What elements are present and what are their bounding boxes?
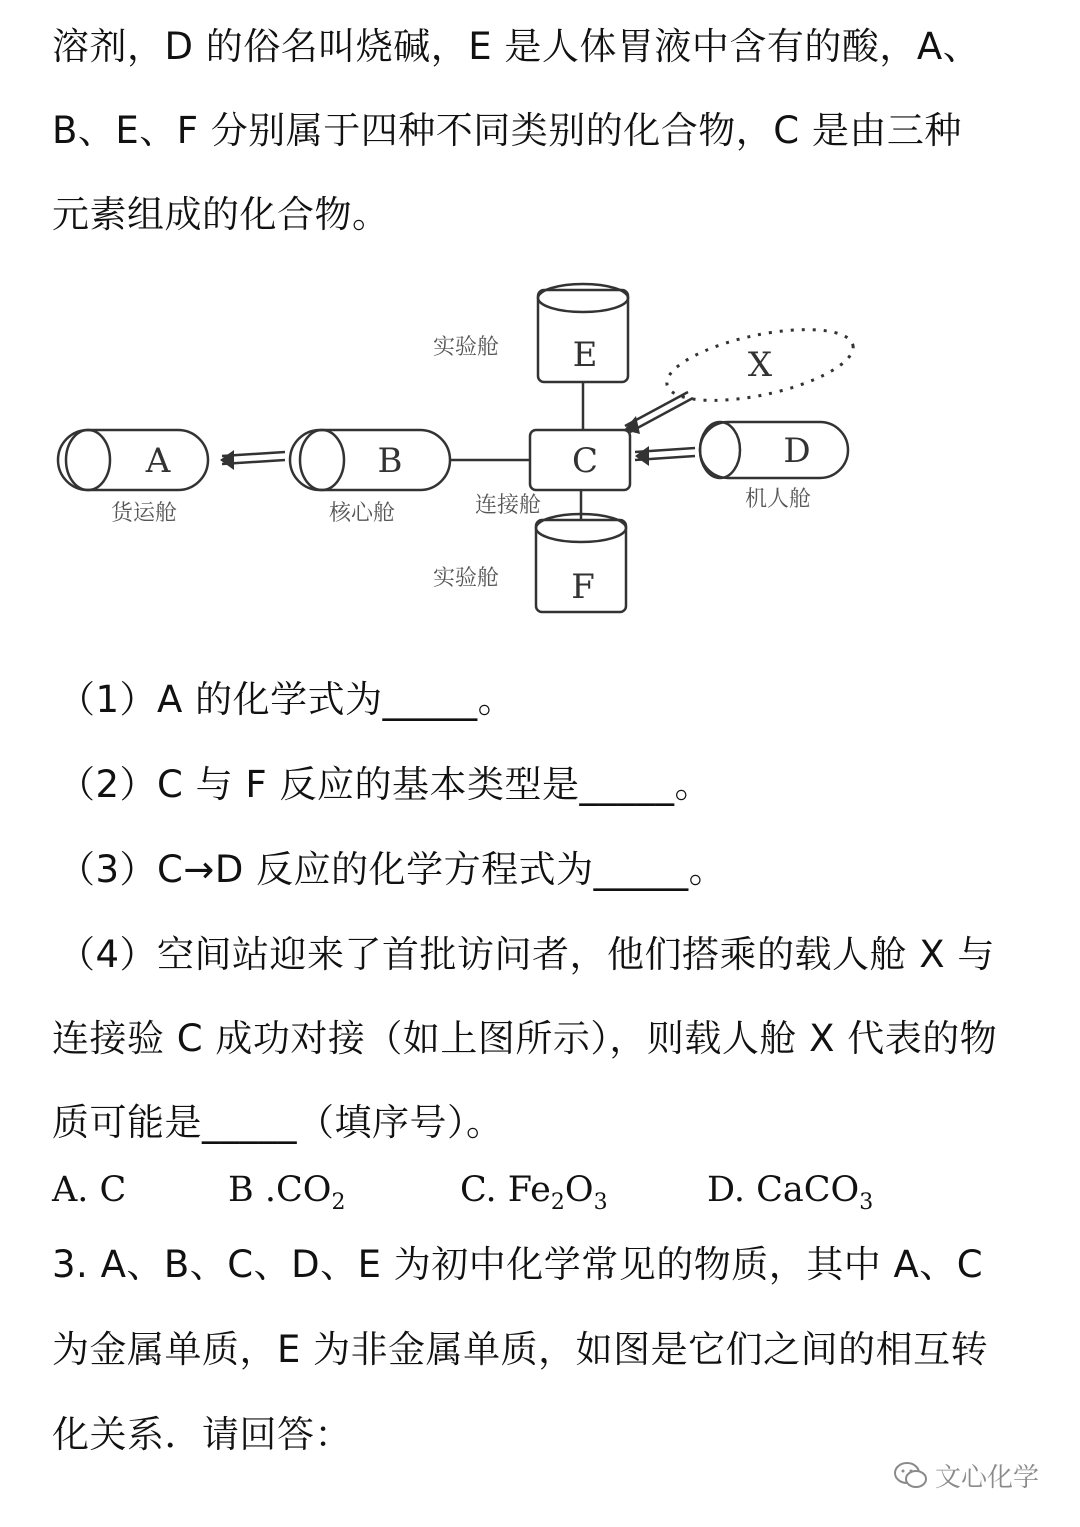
cabin-a-body <box>58 430 208 490</box>
option-d: D. CaCO$_3$ <box>707 1170 874 1215</box>
cabin-d-end <box>700 422 740 478</box>
intro-line-3: 元素组成的化合物。 <box>52 193 390 236</box>
problem-3-line-3: 化关系．请回答： <box>52 1413 352 1456</box>
option-c: C. $Fe_2O_3$ <box>460 1170 608 1215</box>
cabin-e-top <box>538 284 628 312</box>
label-core-cabin: 核心舱 <box>328 501 396 526</box>
node-f: F <box>571 567 595 607</box>
cabin-a-end <box>66 430 110 490</box>
label-d-cabin: 机人舱 <box>744 487 812 512</box>
option-b: B $.CO_2$ <box>228 1170 346 1215</box>
node-e: E <box>572 335 598 375</box>
watermark-text: 文心化学 <box>935 1463 1040 1493</box>
question-4-line-2: 连接验 C 成功对接（如上图所示），则载人舱 X 代表的物 <box>52 1017 998 1060</box>
node-d: D <box>783 431 811 471</box>
wechat-icon <box>893 1461 929 1491</box>
option-a: A. C <box>52 1170 127 1210</box>
intro-line-2: B、E、F 分别属于四种不同类别的化合物，C 是由三种 <box>52 109 962 152</box>
label-lab-cabin-f: 实验舱 <box>432 566 500 591</box>
node-c: C <box>571 441 599 481</box>
watermark <box>893 1457 1039 1494</box>
label-connect-cabin: 连接舱 <box>474 493 542 518</box>
intro-line-1: 溶剂，D 的俗名叫烧碱，E 是人体胃液中含有的酸，A、 <box>52 25 981 68</box>
problem-3-line-1: 3. A、B、C、D、E 为初中化学常见的物质，其中 A、C <box>52 1243 984 1286</box>
problem-3-line-2: 为金属单质，E 为非金属单质，如图是它们之间的相互转 <box>52 1328 989 1371</box>
label-lab-cabin-e: 实验舱 <box>432 335 500 360</box>
space-station-diagram <box>40 280 860 620</box>
cabin-d-body <box>700 422 848 478</box>
question-2: （2）C 与 F 反应的基本类型是_____。 <box>58 763 712 806</box>
node-b: B <box>377 441 403 481</box>
cabin-b-body <box>290 430 450 490</box>
cabin-b-end <box>300 430 344 490</box>
label-cargo-cabin: 货运舱 <box>110 501 178 526</box>
question-4-line-3: 质可能是_____（填序号）。 <box>52 1101 504 1144</box>
node-x: X <box>747 345 773 385</box>
question-4-line-1: （4）空间站迎来了首批访问者，他们搭乘的载人舱 X 与 <box>58 933 995 976</box>
question-1: （1）A 的化学式为_____。 <box>58 678 516 721</box>
node-a: A <box>145 441 171 481</box>
question-3: （3）C→D 反应的化学方程式为_____。 <box>58 848 727 891</box>
